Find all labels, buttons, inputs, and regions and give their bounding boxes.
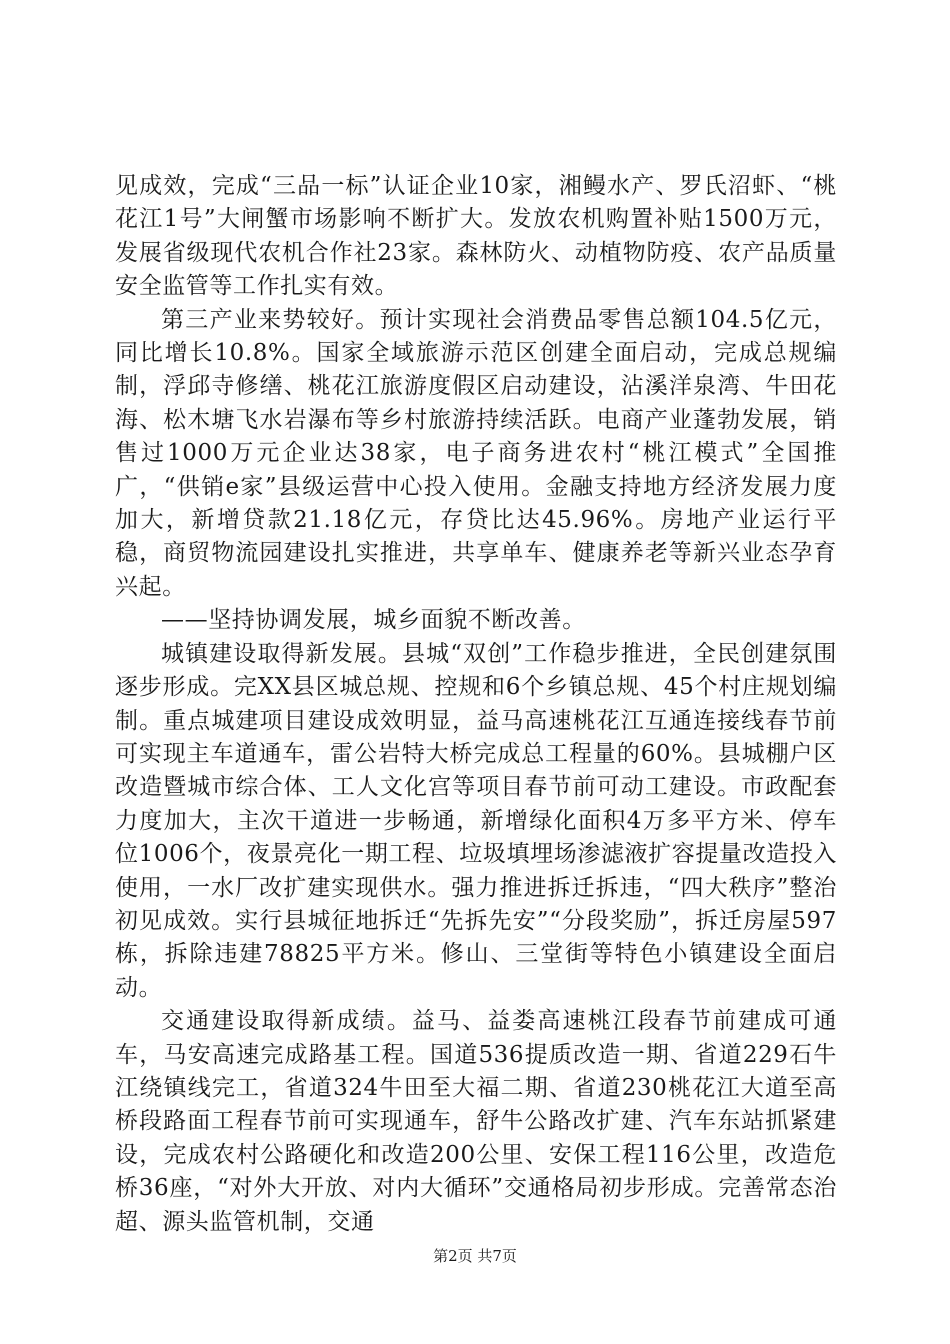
- document-body: [115, 170, 837, 1239]
- paragraph-agriculture-continued: 见成效，完成“三品一标”认证企业10家，湘鳗水产、罗氏沼虾、“桃花江1号”大闸蟹市场影响不断扩大。发放农机购置补贴1500万元，发展省级现代农机合作社23家。森林防火、动植物防疫、农产品质量安全监管等工作扎实有效。: [115, 173, 837, 300]
- paragraph-tertiary-industry: 第三产业来势较好。预计实现社会消费品零售总额104.5亿元，同比增长10.8%。国家全域旅游示范区创建全面启动，完成总规编制，浮邱寺修缮、桃花江旅游度假区启动建设，沾溪洋泉湾、牛田花海、松木塘飞水岩瀑布等乡村旅游持续活跃。电商产业蓬勃发展，销售过1000万元企业达38家，电子商务进农村“桃江模式”全国推广，“供销e家”县级运营中心投入使用。金融支持地方经济发展力度加大，新增贷款21.18亿元，存贷比达45.96%。房地产业运行平稳，商贸物流园建设扎实推进，共享单车、健康养老等新兴业态孕育兴起。: [115, 306, 837, 600]
- page-number-footer: 第2页 共7页: [433, 1247, 517, 1265]
- paragraph-urban-construction: 城镇建设取得新发展。县城“双创”工作稳步推进，全民创建氛围逐步形成。完XX县区城总规、控规和6个乡镇总规、45个村庄规划编制。重点城建项目建设成效明显，益马高速桃花江互通连接线春节前可实现主车道通车，雷公岩特大桥完成总工程量的60%。县城棚户区改造暨城市综合体、工人文化宫等项目春节前可动工建设。市政配套力度加大，主次干道进一步畅通，新增绿化面积4万多平方米、停车位1006个，夜景亮化一期工程、垃圾填埋场渗滤液扩容提量改造投入使用，一水厂改扩建实现供水。强力推进拆迁拆违，“四大秩序”整治初见成效。实行县城征地拆迁“先拆先安”“分段奖励”，拆迁房屋597栋，拆除违建78825平方米。修山、三堂街等特色小镇建设全面启动。: [115, 640, 837, 1001]
- paragraph-coordinated-development-heading: ——坚持协调发展，城乡面貌不断改善。: [161, 607, 586, 634]
- paragraph-transportation: 交通建设取得新成绩。益马、益娄高速桃江段春节前建成可通车，马安高速完成路基工程。国道536提质改造一期、省道229石牛江绕镇线完工，省道324牛田至大福二期、省道230桃花江大道至高桥段路面工程春节前可实现通车，舒牛公路改扩建、汽车东站抓紧建设，完成农村公路硬化和改造200公里、安保工程116公里，改造危桥36座，“对外大开放、对内大循环”交通格局初步形成。完善常态治超、源头监管机制，交通: [115, 1008, 837, 1235]
